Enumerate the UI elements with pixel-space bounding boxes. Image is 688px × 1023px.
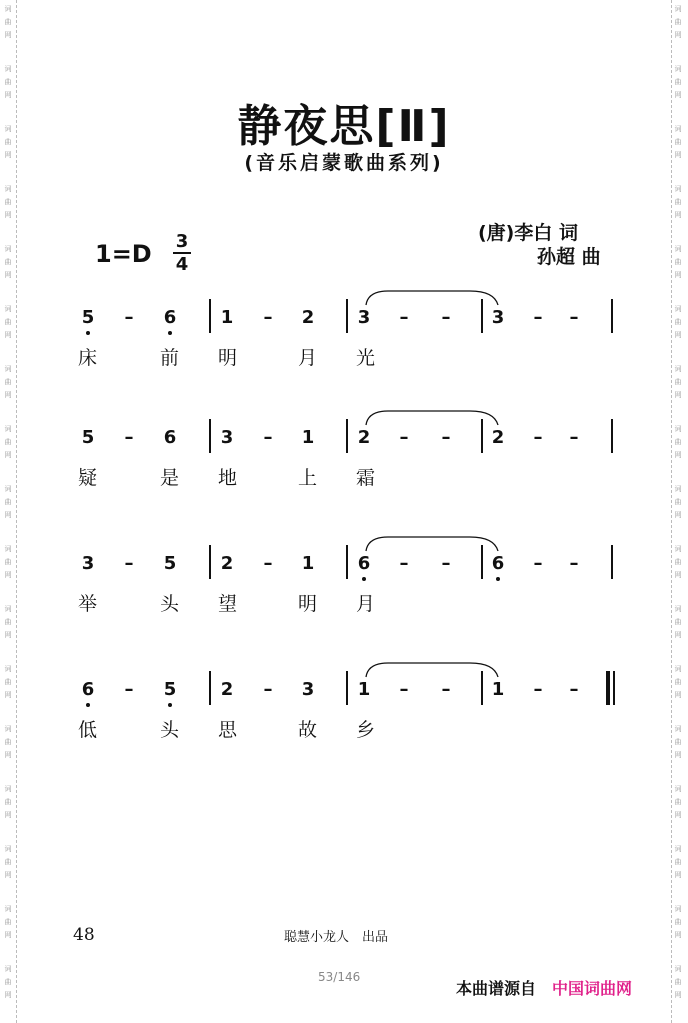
watermark-glyph: 词 [674,125,682,133]
lyric-char: 月 [356,593,376,615]
watermark-glyph: 词 [4,605,12,613]
low-octave-dot [362,577,366,581]
barline [209,545,211,579]
final-barline [613,671,615,705]
note: – [124,307,134,328]
watermark-glyph: 网 [4,991,12,999]
watermark-glyph: 词 [4,65,12,73]
watermark-glyph: 网 [4,331,12,339]
final-barline-thick [606,671,610,705]
barline [611,299,613,333]
note: 2 [301,307,315,328]
watermark-glyph: 曲 [674,318,682,326]
watermark-glyph: 词 [4,665,12,673]
lyric-char: 地 [218,467,238,489]
watermark-glyph: 词 [674,425,682,433]
tie-arc [358,533,508,553]
lyric-char: 头 [160,719,180,741]
note: 1 [357,679,371,700]
watermark-glyph: 网 [4,691,12,699]
barline [611,545,613,579]
barline [346,671,348,705]
watermark-glyph: 网 [674,691,682,699]
lyricist-credit: (唐)李白 词 [478,222,578,244]
watermark-glyph: 词 [674,365,682,373]
watermark-glyph: 词 [4,5,12,13]
time-signature-top: 3 [175,231,189,252]
watermark-glyph: 网 [674,151,682,159]
lyric-char: 头 [160,593,180,615]
low-octave-dot [168,331,172,335]
note: – [533,427,543,448]
watermark-glyph: 网 [4,271,12,279]
note: – [569,307,579,328]
source-label: 本曲谱源自 [456,979,537,998]
watermark-glyph: 曲 [4,558,12,566]
watermark-glyph: 曲 [674,78,682,86]
watermark-glyph: 网 [4,391,12,399]
watermark-glyph: 词 [674,905,682,913]
note: 6 [163,307,177,328]
note: – [399,679,409,700]
watermark-glyph: 曲 [674,378,682,386]
watermark-glyph: 曲 [4,18,12,26]
watermark-glyph: 词 [4,965,12,973]
watermark-glyph: 网 [674,451,682,459]
lyric-char: 明 [218,347,238,369]
watermark-glyph: 网 [4,871,12,879]
barline [209,299,211,333]
note: 3 [301,679,315,700]
song-subtitle: (音乐启蒙歌曲系列) [244,152,444,174]
watermark-glyph: 网 [4,571,12,579]
watermark-glyph: 网 [674,511,682,519]
note: 5 [163,553,177,574]
note: 2 [491,427,505,448]
watermark-glyph: 词 [674,665,682,673]
watermark-glyph: 词 [674,185,682,193]
watermark-glyph: 网 [674,931,682,939]
watermark-glyph: 曲 [4,738,12,746]
barline [346,545,348,579]
watermark-glyph: 词 [674,485,682,493]
watermark-glyph: 词 [674,845,682,853]
lyric-char: 前 [160,347,180,369]
note: 5 [81,427,95,448]
watermark-glyph: 网 [4,811,12,819]
note: 5 [163,679,177,700]
watermark-glyph: 网 [4,451,12,459]
watermark-glyph: 曲 [4,138,12,146]
watermark-glyph: 网 [4,151,12,159]
note: – [533,553,543,574]
barline [611,419,613,453]
lyric-char: 是 [160,467,180,489]
watermark-glyph: 曲 [4,678,12,686]
watermark-glyph: 词 [4,245,12,253]
watermark-glyph: 曲 [674,738,682,746]
note: – [124,427,134,448]
watermark-glyph: 网 [674,571,682,579]
note: 3 [220,427,234,448]
barline [209,419,211,453]
watermark-glyph: 曲 [4,78,12,86]
watermark-glyph: 曲 [4,978,12,986]
watermark-glyph: 曲 [4,438,12,446]
watermark-glyph: 网 [674,31,682,39]
watermark-glyph: 网 [4,211,12,219]
page-number: 48 [73,925,95,945]
lyric-char: 乡 [356,719,376,741]
watermark-glyph: 曲 [674,678,682,686]
watermark-glyph: 曲 [4,258,12,266]
note: 5 [81,307,95,328]
watermark-glyph: 词 [674,5,682,13]
note: – [441,427,451,448]
low-octave-dot [168,703,172,707]
time-signature [172,232,192,274]
watermark-glyph: 词 [4,845,12,853]
watermark-glyph: 网 [674,91,682,99]
note: 1 [301,553,315,574]
note: – [263,427,273,448]
note: – [533,307,543,328]
lyric-char: 光 [356,347,376,369]
watermark-glyph: 曲 [4,918,12,926]
lyric-char: 明 [298,593,318,615]
note: – [263,307,273,328]
tie-arc [358,659,508,679]
watermark-glyph: 词 [4,545,12,553]
lyric-char: 故 [298,719,318,741]
note: 2 [357,427,371,448]
watermark-glyph: 网 [4,931,12,939]
watermark-glyph: 网 [4,91,12,99]
watermark-glyph: 曲 [674,18,682,26]
note: – [441,553,451,574]
note: – [569,427,579,448]
watermark-glyph: 词 [4,485,12,493]
watermark-glyph: 曲 [674,618,682,626]
source-credit [456,976,632,999]
watermark-glyph: 曲 [674,858,682,866]
note: 6 [491,553,505,574]
tie-arc [358,287,508,307]
watermark-glyph: 词 [674,245,682,253]
lyric-char: 霜 [356,467,376,489]
note: – [263,679,273,700]
watermark-glyph: 网 [674,271,682,279]
note: – [441,679,451,700]
watermark-glyph: 词 [674,725,682,733]
watermark-glyph: 曲 [674,138,682,146]
watermark-glyph: 词 [4,305,12,313]
watermark-glyph: 词 [674,965,682,973]
note: – [263,553,273,574]
watermark-glyph: 网 [674,811,682,819]
watermark-glyph: 曲 [4,618,12,626]
lyric-char: 思 [218,719,238,741]
lyric-char: 疑 [78,467,98,489]
watermark-glyph: 网 [674,331,682,339]
watermark-glyph: 曲 [4,858,12,866]
watermark-glyph: 词 [674,605,682,613]
watermark-glyph: 网 [674,871,682,879]
barline [346,419,348,453]
note: – [399,307,409,328]
low-octave-dot [496,577,500,581]
watermark-glyph: 曲 [4,198,12,206]
song-title: 静夜思[Ⅱ] [237,101,451,152]
note: – [124,553,134,574]
note: 6 [163,427,177,448]
watermark-glyph: 网 [674,211,682,219]
watermark-glyph: 词 [674,65,682,73]
barline [209,671,211,705]
watermark-glyph: 词 [674,785,682,793]
watermark-glyph: 词 [4,365,12,373]
watermark-glyph: 曲 [674,918,682,926]
watermark-glyph: 网 [4,751,12,759]
note: 3 [491,307,505,328]
page-counter: 53/146 [318,970,361,984]
watermark-glyph: 曲 [674,798,682,806]
watermark-glyph: 曲 [674,258,682,266]
note: – [399,553,409,574]
source-brand-link[interactable]: 中国词曲网 [552,979,633,998]
lyric-char: 望 [218,593,238,615]
note: – [569,553,579,574]
note: – [569,679,579,700]
watermark-glyph: 词 [4,725,12,733]
lyric-char: 床 [78,347,98,369]
watermark-glyph: 曲 [674,198,682,206]
barline [346,299,348,333]
watermark-glyph: 网 [4,511,12,519]
watermark-glyph: 曲 [4,318,12,326]
note: 2 [220,679,234,700]
note: 1 [491,679,505,700]
note: – [441,307,451,328]
watermark-glyph: 曲 [4,498,12,506]
watermark-glyph: 曲 [674,558,682,566]
watermark-glyph: 词 [4,125,12,133]
lyric-char: 月 [298,347,318,369]
watermark-glyph: 网 [4,631,12,639]
watermark-glyph: 词 [674,545,682,553]
watermark-glyph: 曲 [674,978,682,986]
watermark-glyph: 网 [674,631,682,639]
note: 2 [220,553,234,574]
lyric-char: 低 [78,719,98,741]
note: 6 [357,553,371,574]
watermark-glyph: 词 [4,425,12,433]
note: 6 [81,679,95,700]
low-octave-dot [86,703,90,707]
note: – [533,679,543,700]
note: 1 [301,427,315,448]
low-octave-dot [86,331,90,335]
watermark-glyph: 网 [674,991,682,999]
watermark-glyph: 词 [674,305,682,313]
tie-arc [358,407,508,427]
composer-credit: 孙超 曲 [537,246,601,268]
time-signature-bottom: 4 [175,254,189,275]
note: – [399,427,409,448]
watermark-glyph: 曲 [4,798,12,806]
watermark-glyph: 网 [4,31,12,39]
watermark-glyph: 网 [674,391,682,399]
lyric-char: 上 [298,467,318,489]
note: 3 [357,307,371,328]
note: – [124,679,134,700]
watermark-glyph: 网 [674,751,682,759]
watermark-glyph: 曲 [4,378,12,386]
watermark-glyph: 词 [4,185,12,193]
key-signature: 1=D [95,240,152,268]
watermark-glyph: 词 [4,785,12,793]
watermark-glyph: 曲 [674,498,682,506]
publisher-credit: 聪慧小龙人 出品 [284,930,389,945]
watermark-glyph: 曲 [674,438,682,446]
note: 3 [81,553,95,574]
lyric-char: 举 [78,593,98,615]
watermark-glyph: 词 [4,905,12,913]
note: 1 [220,307,234,328]
